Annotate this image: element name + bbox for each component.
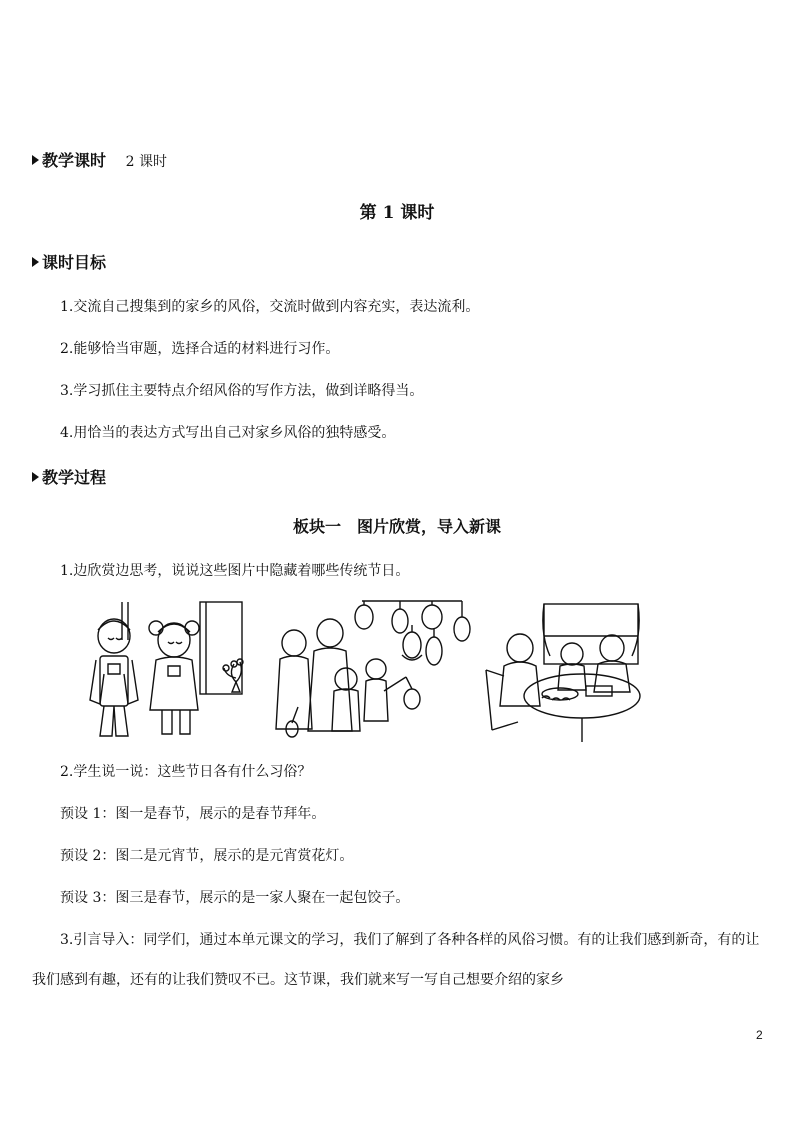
step-2: 2.学生说一说：这些节日各有什么习俗？ bbox=[60, 764, 312, 780]
block-title: 板块一 图片欣赏，导入新课 bbox=[292, 517, 501, 536]
lesson-hours-value: 2 课时 bbox=[125, 154, 167, 170]
step-3-paragraph: 3.引言导入：同学们，通过本单元课文的学习，我们了解到了各种各样的风俗习惯。有的让我们感到新奇，有的让我们感到有趣，还有的让我们赞叹不已。这节课，我们就来写一写自己想要介绍的家乡 bbox=[32, 932, 760, 988]
objective-item: 2.能够恰当审题，选择合适的材料进行习作。 bbox=[60, 341, 340, 357]
objectives-heading bbox=[32, 250, 106, 273]
lantern-festival-illustration bbox=[272, 595, 482, 745]
spring-festival-greeting-illustration bbox=[82, 600, 252, 745]
page-number: 2 bbox=[756, 1028, 763, 1042]
family-dumplings-illustration bbox=[482, 602, 642, 747]
preset-item: 预设 1：图一是春节，展示的是春节拜年。 bbox=[60, 806, 326, 822]
step-1: 1.边欣赏边思考，说说这些图片中隐藏着哪些传统节日。 bbox=[60, 563, 410, 579]
objective-item: 1.交流自己搜集到的家乡的风俗，交流时做到内容充实，表达流利。 bbox=[60, 299, 480, 315]
lesson-hours-row bbox=[32, 148, 167, 172]
preset-item: 预设 3：图三是春节，展示的是一家人聚在一起包饺子。 bbox=[60, 890, 410, 906]
preset-item: 预设 2：图二是元宵节，展示的是元宵赏花灯。 bbox=[60, 848, 354, 864]
lesson-hours-label: 教学课时 bbox=[42, 151, 107, 170]
triangle-bullet-icon bbox=[32, 472, 39, 482]
objectives-label: 课时目标 bbox=[42, 253, 107, 272]
process-heading bbox=[32, 465, 106, 488]
triangle-bullet-icon bbox=[32, 155, 39, 165]
process-label: 教学过程 bbox=[42, 468, 107, 487]
triangle-bullet-icon bbox=[32, 257, 39, 267]
objective-item: 4.用恰当的表达方式写出自己对家乡风俗的独特感受。 bbox=[60, 425, 396, 441]
objective-item: 3.学习抓住主要特点介绍风俗的写作方法，做到详略得当。 bbox=[60, 383, 424, 399]
section-title: 第 1 课时 bbox=[359, 203, 435, 223]
